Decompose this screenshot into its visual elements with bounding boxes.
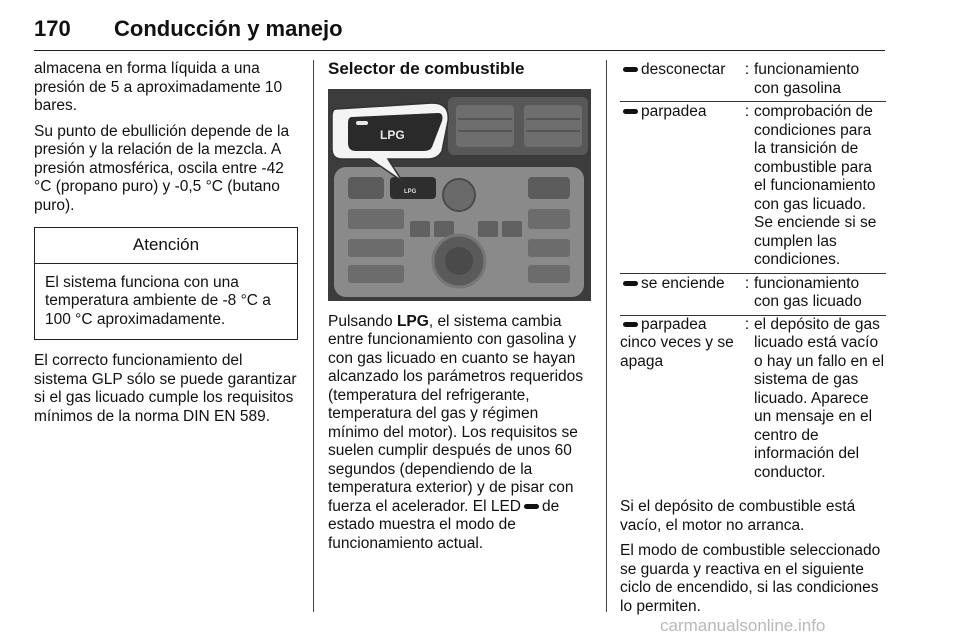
column-divider [313,60,314,612]
led-icon [524,504,539,509]
led-icon [623,67,638,72]
attention-title: Atención [35,228,297,264]
column-divider [606,60,607,612]
led-icon [623,109,638,114]
column-middle [328,60,591,560]
lpg-bold: LPG [396,312,429,330]
paragraph: Su punto de ebullición depende de la presión y la relación de la mezcla. A presión atmosférica, oscila entre -42 °C (propano puro) y -0,5 °C (butano puro). [34,122,290,214]
paragraph: El modo de combustible seleccionado se guarda y reactiva en el siguiente ciclo de encendido, si las condiciones lo permiten. [620,542,881,615]
column-left [34,60,298,433]
table-row: parpadea cinco veces y se apaga : el depósito de gas licuado está vacío o hay un fallo en el sistema de gas licuado. Aparece un mensaje en el centro de información del conductor. [620,315,885,481]
console-illustration [328,89,591,301]
table-row: se enciende : funcionamiento con gas licuado [620,273,886,315]
led-status-table [620,60,886,482]
paragraph: Si el depósito de combustible está vacío, el motor no arranca. [620,498,856,534]
watermark: carmanualsonline.info [660,616,826,635]
table-row: desconectar : funcionamiento con gasolina [620,60,886,102]
page-number: 170 [34,16,71,41]
section-title: Conducción y manejo [114,16,343,41]
lpg-button-label: LPG [404,188,417,195]
page-header [34,10,885,51]
attention-box [34,227,298,340]
paragraph: almacena en forma líquida a una presión de 5 a aproximadamente 10 bares. [34,60,283,114]
paragraph: Pulsando LPG, el sistema cambia entre funcionamiento con gasolina y con gas licuado en cuanto se hayan alcanzado los parámetros requeridos (temperatura del refrigerante, temperatura del gas y régimen mínimo del motor). Los requisitos se suelen cumplir después de unos 60 segundos (dependiendo de la temperatura exterior) y de pisar con fuerza el acelerador. El LED de estado muestra el modo de funcionamiento actual. [328,312,584,552]
fuel-selector-figure [328,89,591,301]
attention-text: El sistema funciona con una temperatura ambiente de -8 °C a 100 °C aproximadamente. [45,273,271,328]
column-right [620,60,886,623]
led-icon [623,322,638,327]
lpg-label: LPG [380,127,405,142]
paragraph: El correcto funcionamiento del sistema GLP sólo se puede garantizar si el gas licuado cumple los requisitos mínimos de la norma DIN EN 589. [34,352,297,425]
table-row: parpadea : comprobación de condiciones para la transición de combustible para el funcionamiento con gas licuado. Se enciende si se cumplen las condiciones. [620,102,886,274]
led-icon [623,281,638,286]
subsection-heading: Selector de combustible [328,59,525,78]
